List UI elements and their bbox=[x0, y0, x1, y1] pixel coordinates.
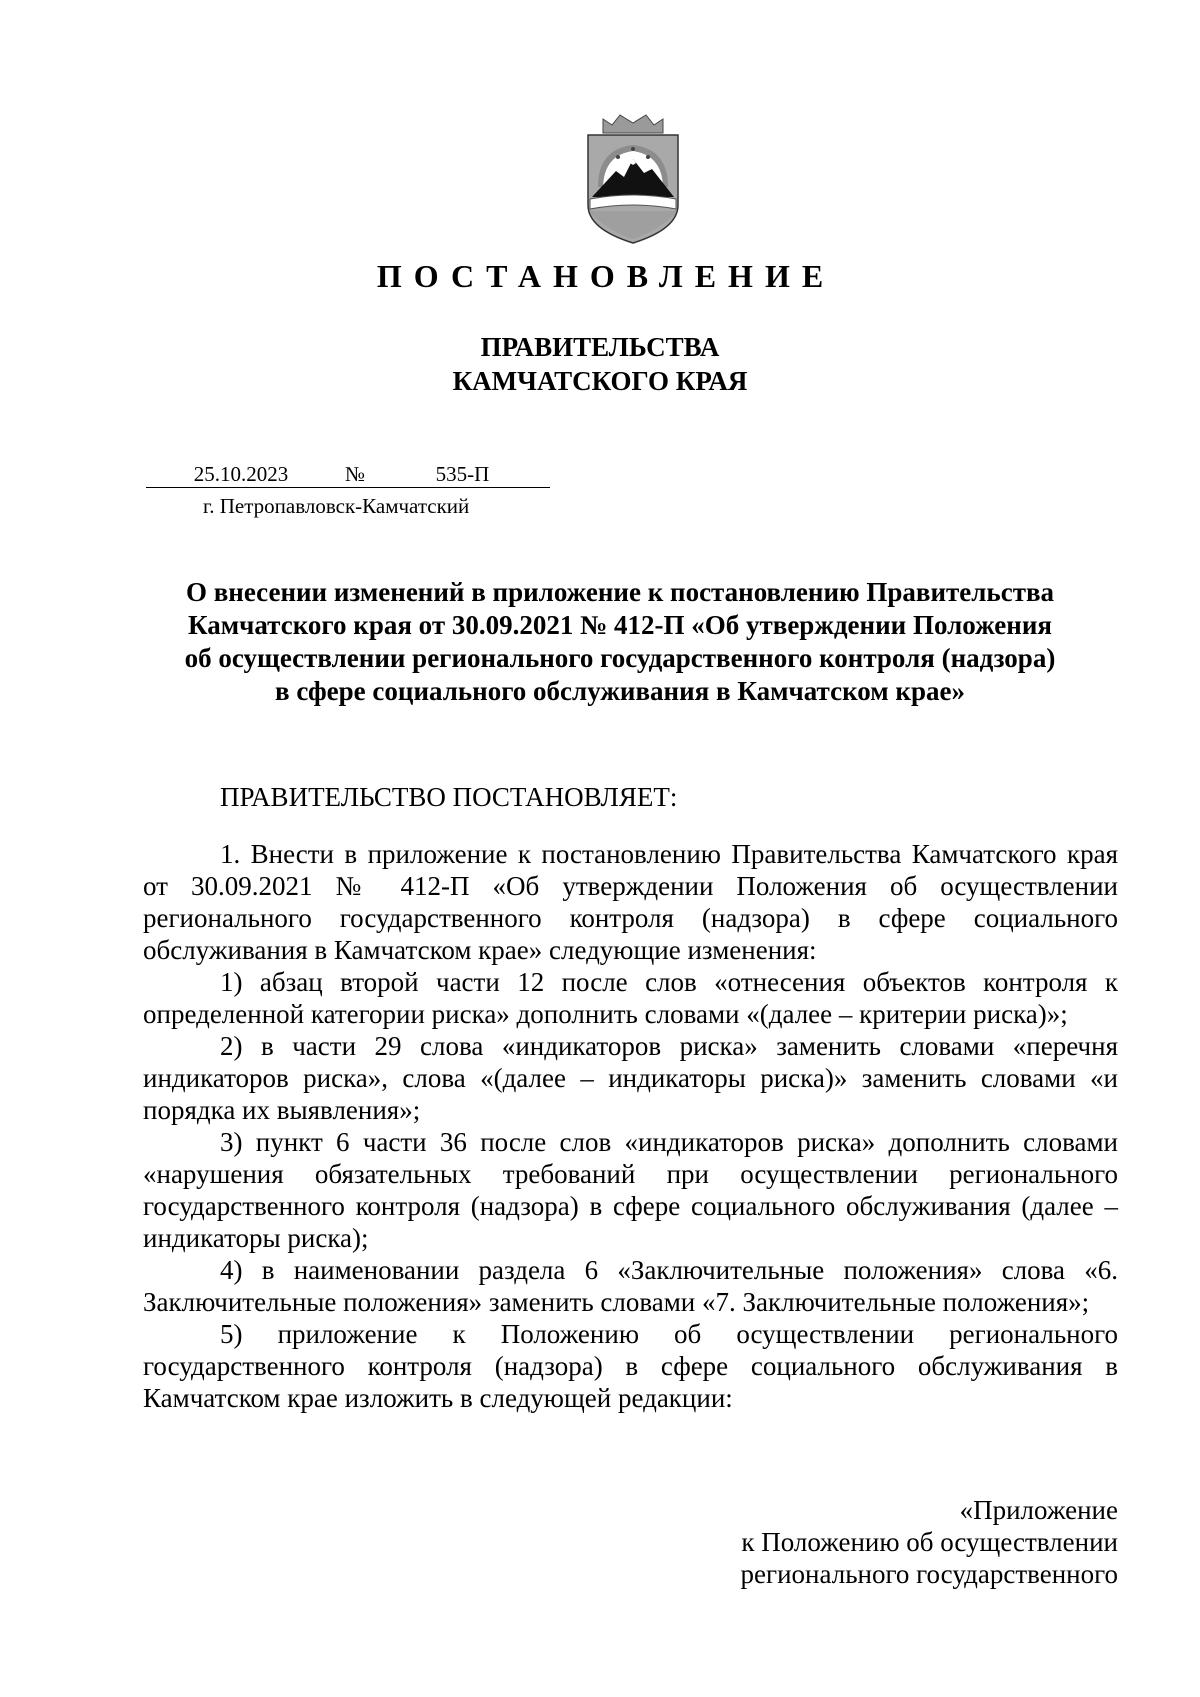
issue-place: г. Петропавловск-Камчатский bbox=[203, 494, 470, 518]
body-paragraph: 4) в наименовании раздела 6 «Заключительные положения» слова «6. Заключительные положения» заменить словами «7. Заключительные положения»; bbox=[143, 1255, 1118, 1317]
decree-statement: ПРАВИТЕЛЬСТВО ПОСТАНОВЛЯЕТ: bbox=[220, 782, 678, 812]
annex-heading bbox=[741, 1494, 1118, 1590]
authority-line: ПРАВИТЕЛЬСТВА bbox=[480, 332, 720, 362]
body-paragraph: 1. Внести в приложение к постановлению Правительства Камчатского края от 30.09.2021 № 412-П «Об утверждении Положения об осуществлении регионального государственного контроля (надзора) в сфере социального обслуживания в Камчатском крае» следующие изменения: bbox=[143, 839, 1118, 965]
body-paragraph: 1) абзац второй части 12 после слов «отнесения объектов контроля к определенной категории риска» дополнить словами «(далее – критерии риска)»; bbox=[143, 967, 1118, 1029]
body-paragraph: 5) приложение к Положению об осуществлении регионального государственного контроля (надзора) в сфере социального обслуживания в Камчатском крае изложить в следующей редакции: bbox=[143, 1319, 1118, 1413]
document-number: 535-П bbox=[375, 462, 550, 488]
subject-line: Камчатского края от 30.09.2021 № 412-П «Об утверждении Положения bbox=[188, 610, 1052, 640]
body-paragraph: 3) пункт 6 части 36 после слов «индикаторов риска» дополнить словами «нарушения обязательных требований при осуществлении регионального государственного контроля (надзора) в сфере социального обслуживания (далее – индикаторы риска); bbox=[143, 1127, 1118, 1253]
annex-line: регионального государственного bbox=[740, 1559, 1118, 1589]
document-type-title: ПОСТАНОВЛЕНИЕ bbox=[376, 258, 836, 294]
body-paragraph: 2) в части 29 слова «индикаторов риска» заменить словами «перечня индикаторов риска», слова «(далее – индикаторы риска)» заменить словами «и порядка их выявления»; bbox=[143, 1031, 1118, 1125]
annex-line: к Положению об осуществлении bbox=[741, 1527, 1118, 1557]
kamchatka-coat-of-arms-icon bbox=[578, 113, 688, 245]
subject-line: О внесении изменений в приложение к постановлению Правительства bbox=[185, 577, 1055, 607]
number-sign: № bbox=[335, 462, 375, 488]
authority-line: КАМЧАТСКОГО КРАЯ bbox=[452, 366, 748, 396]
document-date: 25.10.2023 bbox=[146, 462, 336, 488]
annex-line: «Приложение bbox=[959, 1495, 1118, 1525]
subject-line: об осуществлении регионального государственного контроля (надзора) bbox=[184, 643, 1056, 673]
subject-line: в сфере социального обслуживания в Камчатском крае» bbox=[275, 676, 965, 706]
document-subject bbox=[140, 576, 1100, 708]
document-body bbox=[143, 838, 1118, 1414]
issuing-authority bbox=[0, 330, 1200, 398]
